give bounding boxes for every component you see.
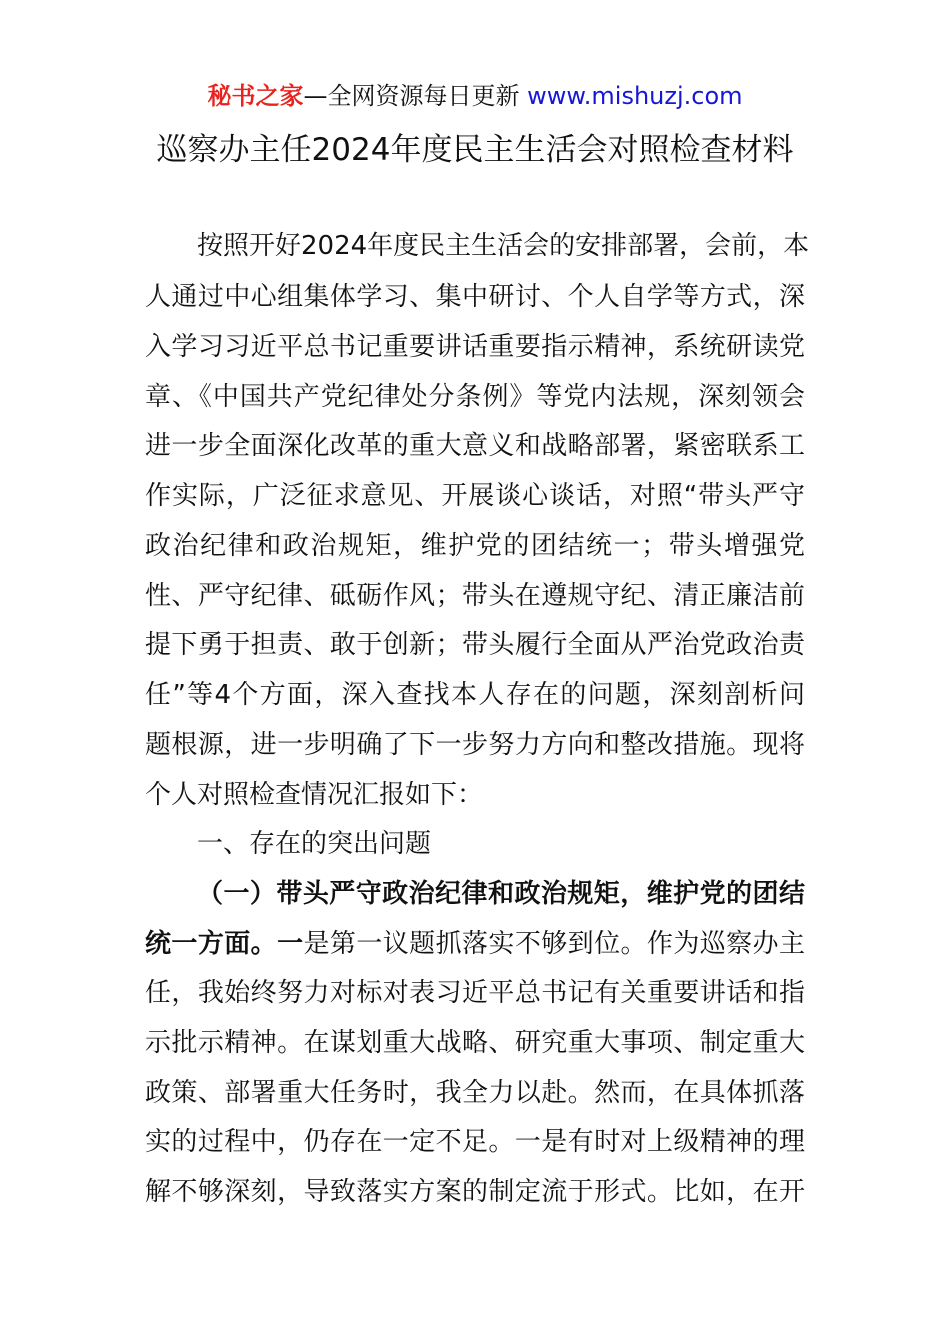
paragraph-line: 任，我始终努力对标对表习近平总书记有关重要讲话和指 [145, 978, 805, 1008]
paragraph-line: 政治纪律和政治规矩，维护党的团结统一；带头增强党 [145, 531, 805, 561]
subsection-heading: （一）带头严守政治纪律和政治规矩，维护党的团结 [197, 879, 805, 909]
banner-tagline: —全网资源每日更新 [303, 82, 520, 110]
paragraph-line: 个人对照检查情况汇报如下： [145, 780, 484, 810]
brand-name: 秘书之家 [207, 82, 304, 110]
site-banner [0, 80, 950, 112]
paragraph-line: 题根源，进一步明确了下一步努力方向和整改措施。现将 [145, 730, 805, 760]
paragraph-line: 人通过中心组集体学习、集中研讨、个人自学等方式，深 [145, 282, 805, 312]
paragraph-line: 提下勇于担责、敢于创新；带头履行全面从严治党政治责 [145, 630, 805, 660]
document-title: 巡察办主任2024年度民主生活会对照检查材料 [156, 132, 794, 168]
subsection-heading-continued [145, 927, 805, 961]
subsection-heading-bold: 统一方面。一 [145, 929, 304, 959]
paragraph-line: 作实际，广泛征求意见、开展谈心谈话，对照“带头严守 [145, 481, 805, 511]
paragraph-line: 示批示精神。在谋划重大战略、研究重大事项、制定重大 [145, 1028, 805, 1058]
paragraph-line: 任”等4个方面，深入查找本人存在的问题，深刻剖析问 [145, 680, 805, 710]
paragraph-line: 实的过程中，仍存在一定不足。一是有时对上级精神的理 [145, 1127, 805, 1157]
site-url-link[interactable]: www.mishuzj.com [527, 82, 743, 110]
paragraph-line: 政策、部署重大任务时，我全力以赴。然而，在具体抓落 [145, 1078, 805, 1108]
paragraph-line: 章、《中国共产党纪律处分条例》等党内法规，深刻领会 [145, 382, 805, 412]
paragraph-line: 性、严守纪律、砥砺作风；带头在遵规守纪、清正廉洁前 [145, 581, 805, 611]
paragraph-line: 解不够深刻，导致落实方案的制定流于形式。比如，在开 [145, 1177, 805, 1207]
paragraph-line: 入学习习近平总书记重要讲话重要指示精神，系统研读党 [145, 332, 805, 362]
paragraph-line: 进一步全面深化改革的重大意义和战略部署，紧密联系工 [145, 431, 805, 461]
subsection-heading-text: 是第一议题抓落实不够到位。作为巡察办主 [303, 929, 805, 959]
section-heading: 一、存在的突出问题 [197, 829, 432, 859]
paragraph-line: 按照开好2024年度民主生活会的安排部署，会前，本 [197, 231, 810, 261]
